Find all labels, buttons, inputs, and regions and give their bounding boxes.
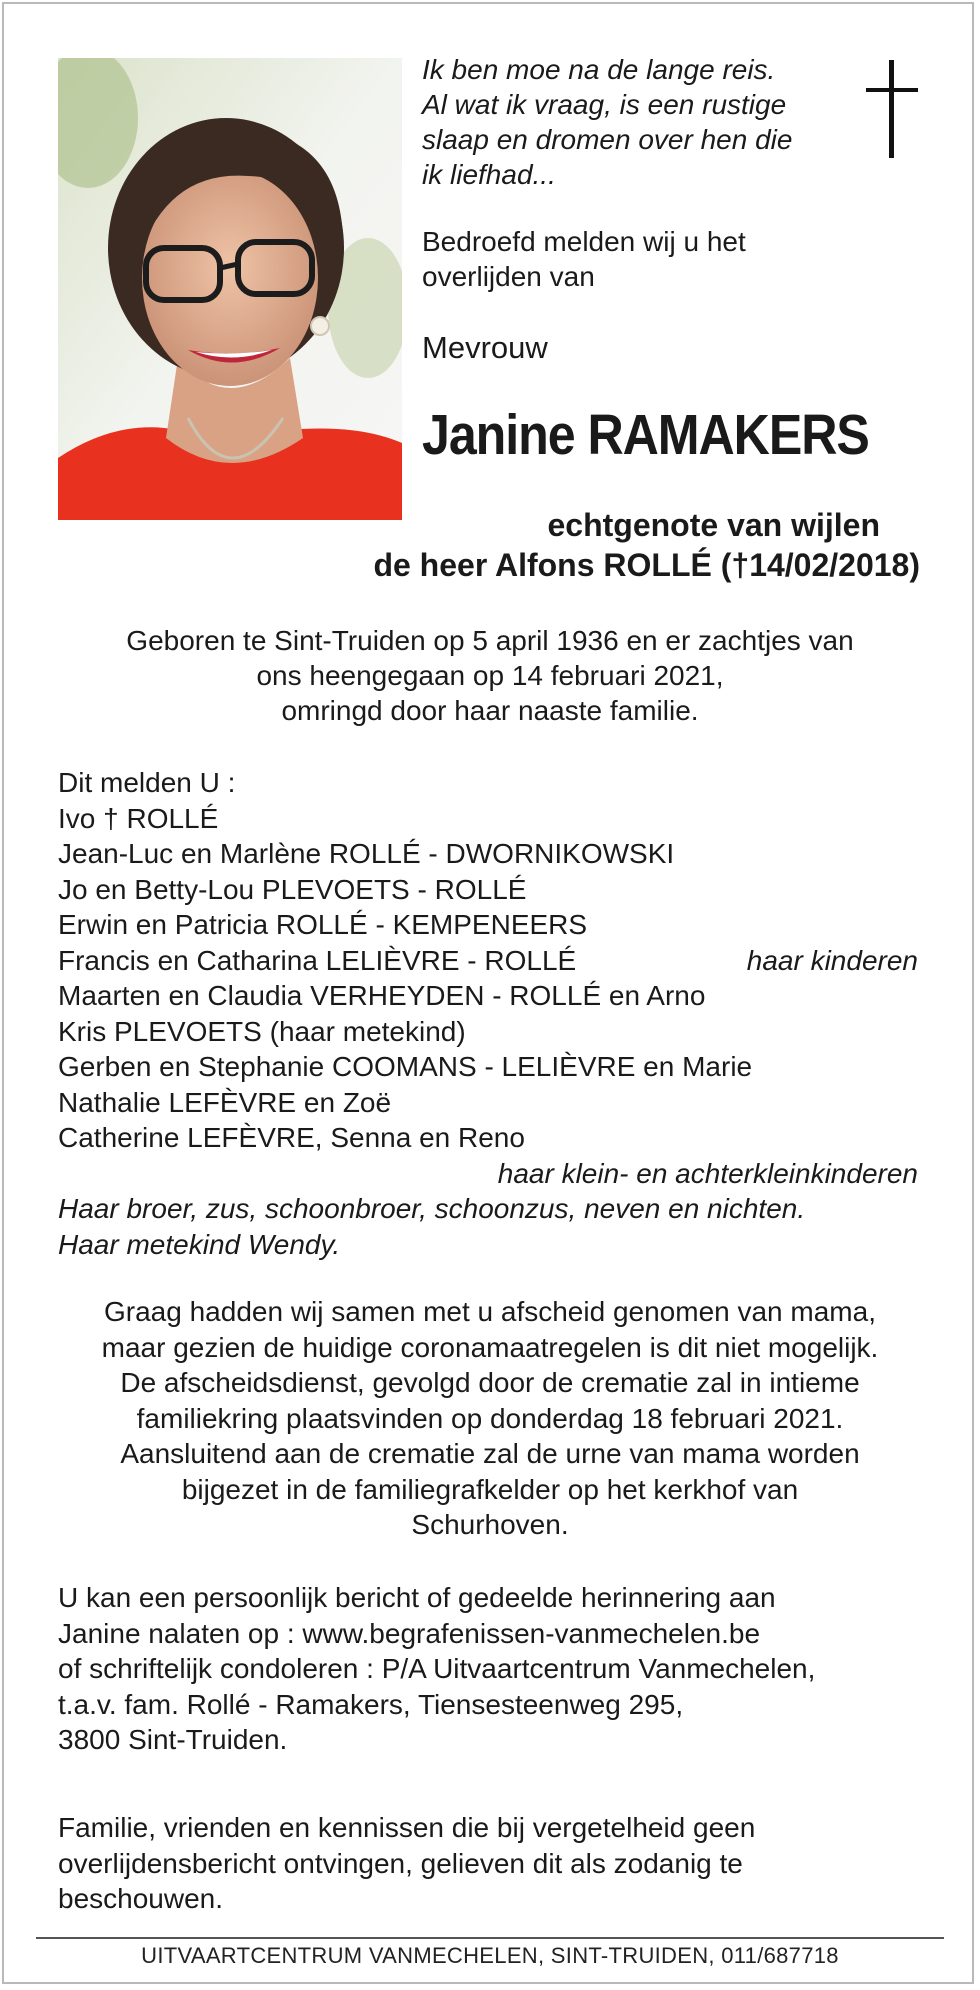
footer-divider [36, 1937, 944, 1939]
condolence-info: U kan een persoonlijk bericht of gedeelde herinnering aan Janine nalaten op : www.begrafenissen-vanmechelen.be of schriftelijk condoleren : P/A Uitvaartcentrum Vanmechelen, t.a.v. fam. Rollé - Ramakers, Tiensesteenweg 295, 3800 Sint-Truiden. [58, 1582, 816, 1755]
children-role-label: haar kinderen [746, 944, 918, 976]
honorific: Mevrouw [422, 330, 548, 365]
family-others: Haar metekind Wendy. [58, 1228, 341, 1260]
family-member: Francis en Catharina LELIÈVRE - ROLLÉ [58, 944, 577, 976]
funeral-home-footer: UITVAARTCENTRUM VANMECHELEN, SINT-TRUIDEN, 011/687718 [141, 1943, 839, 1968]
announcement-intro: Bedroefd melden wij u het overlijden van [422, 226, 746, 292]
ceremony-info: Graag hadden wij samen met u afscheid genomen van mama, maar gezien de huidige coronamaatregelen is dit niet mogelijk. De afscheidsdienst, gevolgd door de crematie zal in intieme familiekring plaatsvinden op donderdag 18 februari 2021. Aansluitend aan de crematie zal de urne van mama worden bijgezet in de familiegrafkelder op het kerkhof van Schurhoven. [101, 1296, 879, 1540]
family-member: Jean-Luc en Marlène ROLLÉ - DWORNIKOWSKI [58, 838, 675, 869]
family-heading: Dit melden U : [58, 767, 236, 798]
grandchildren-role-label: haar klein- en achterkleinkinderen [497, 1157, 918, 1189]
family-member-row [58, 943, 918, 979]
family-list [58, 765, 918, 1262]
family-member: Erwin en Patricia ROLLÉ - KEMPENEERS [58, 909, 588, 940]
spouse-line: echtgenote van wijlen de heer Alfons ROLLÉ (†14/02/2018) [373, 507, 920, 583]
family-member: Kris PLEVOETS (haar metekind) [58, 1015, 466, 1047]
family-member: Jo en Betty-Lou PLEVOETS - ROLLÉ [58, 873, 527, 905]
family-member: Catherine LEFÈVRE, Senna en Reno [58, 1122, 525, 1153]
family-member: Ivo † ROLLÉ [58, 802, 219, 834]
family-member: Maarten en Claudia VERHEYDEN - ROLLÉ en Arno [58, 980, 706, 1011]
birth-and-death-info: Geboren te Sint-Truiden op 5 april 1936 en er zachtjes van ons heengegaan op 14 februari 2021, omringd door haar naaste familie. [126, 625, 854, 726]
portrait-photo [58, 58, 402, 520]
family-member: Gerben en Stephanie COOMANS - LELIÈVRE en Marie [58, 1051, 753, 1082]
closing-note: Familie, vrienden en kennissen die bij vergetelheid geen overlijdensbericht ontvingen, gelieven dit als zodanig te beschouwen. [58, 1812, 756, 1914]
family-member: Nathalie LEFÈVRE en Zoë [58, 1086, 392, 1118]
cross-icon [862, 60, 922, 160]
deceased-name: Janine RAMAKERS [422, 403, 869, 467]
family-others: Haar broer, zus, schoonbroer, schoonzus, neven en nichten. [58, 1193, 806, 1224]
memorial-poem: Ik ben moe na de lange reis. Al wat ik vraag, is een rustige slaap en dromen over hen die ik liefhad... [422, 54, 793, 190]
